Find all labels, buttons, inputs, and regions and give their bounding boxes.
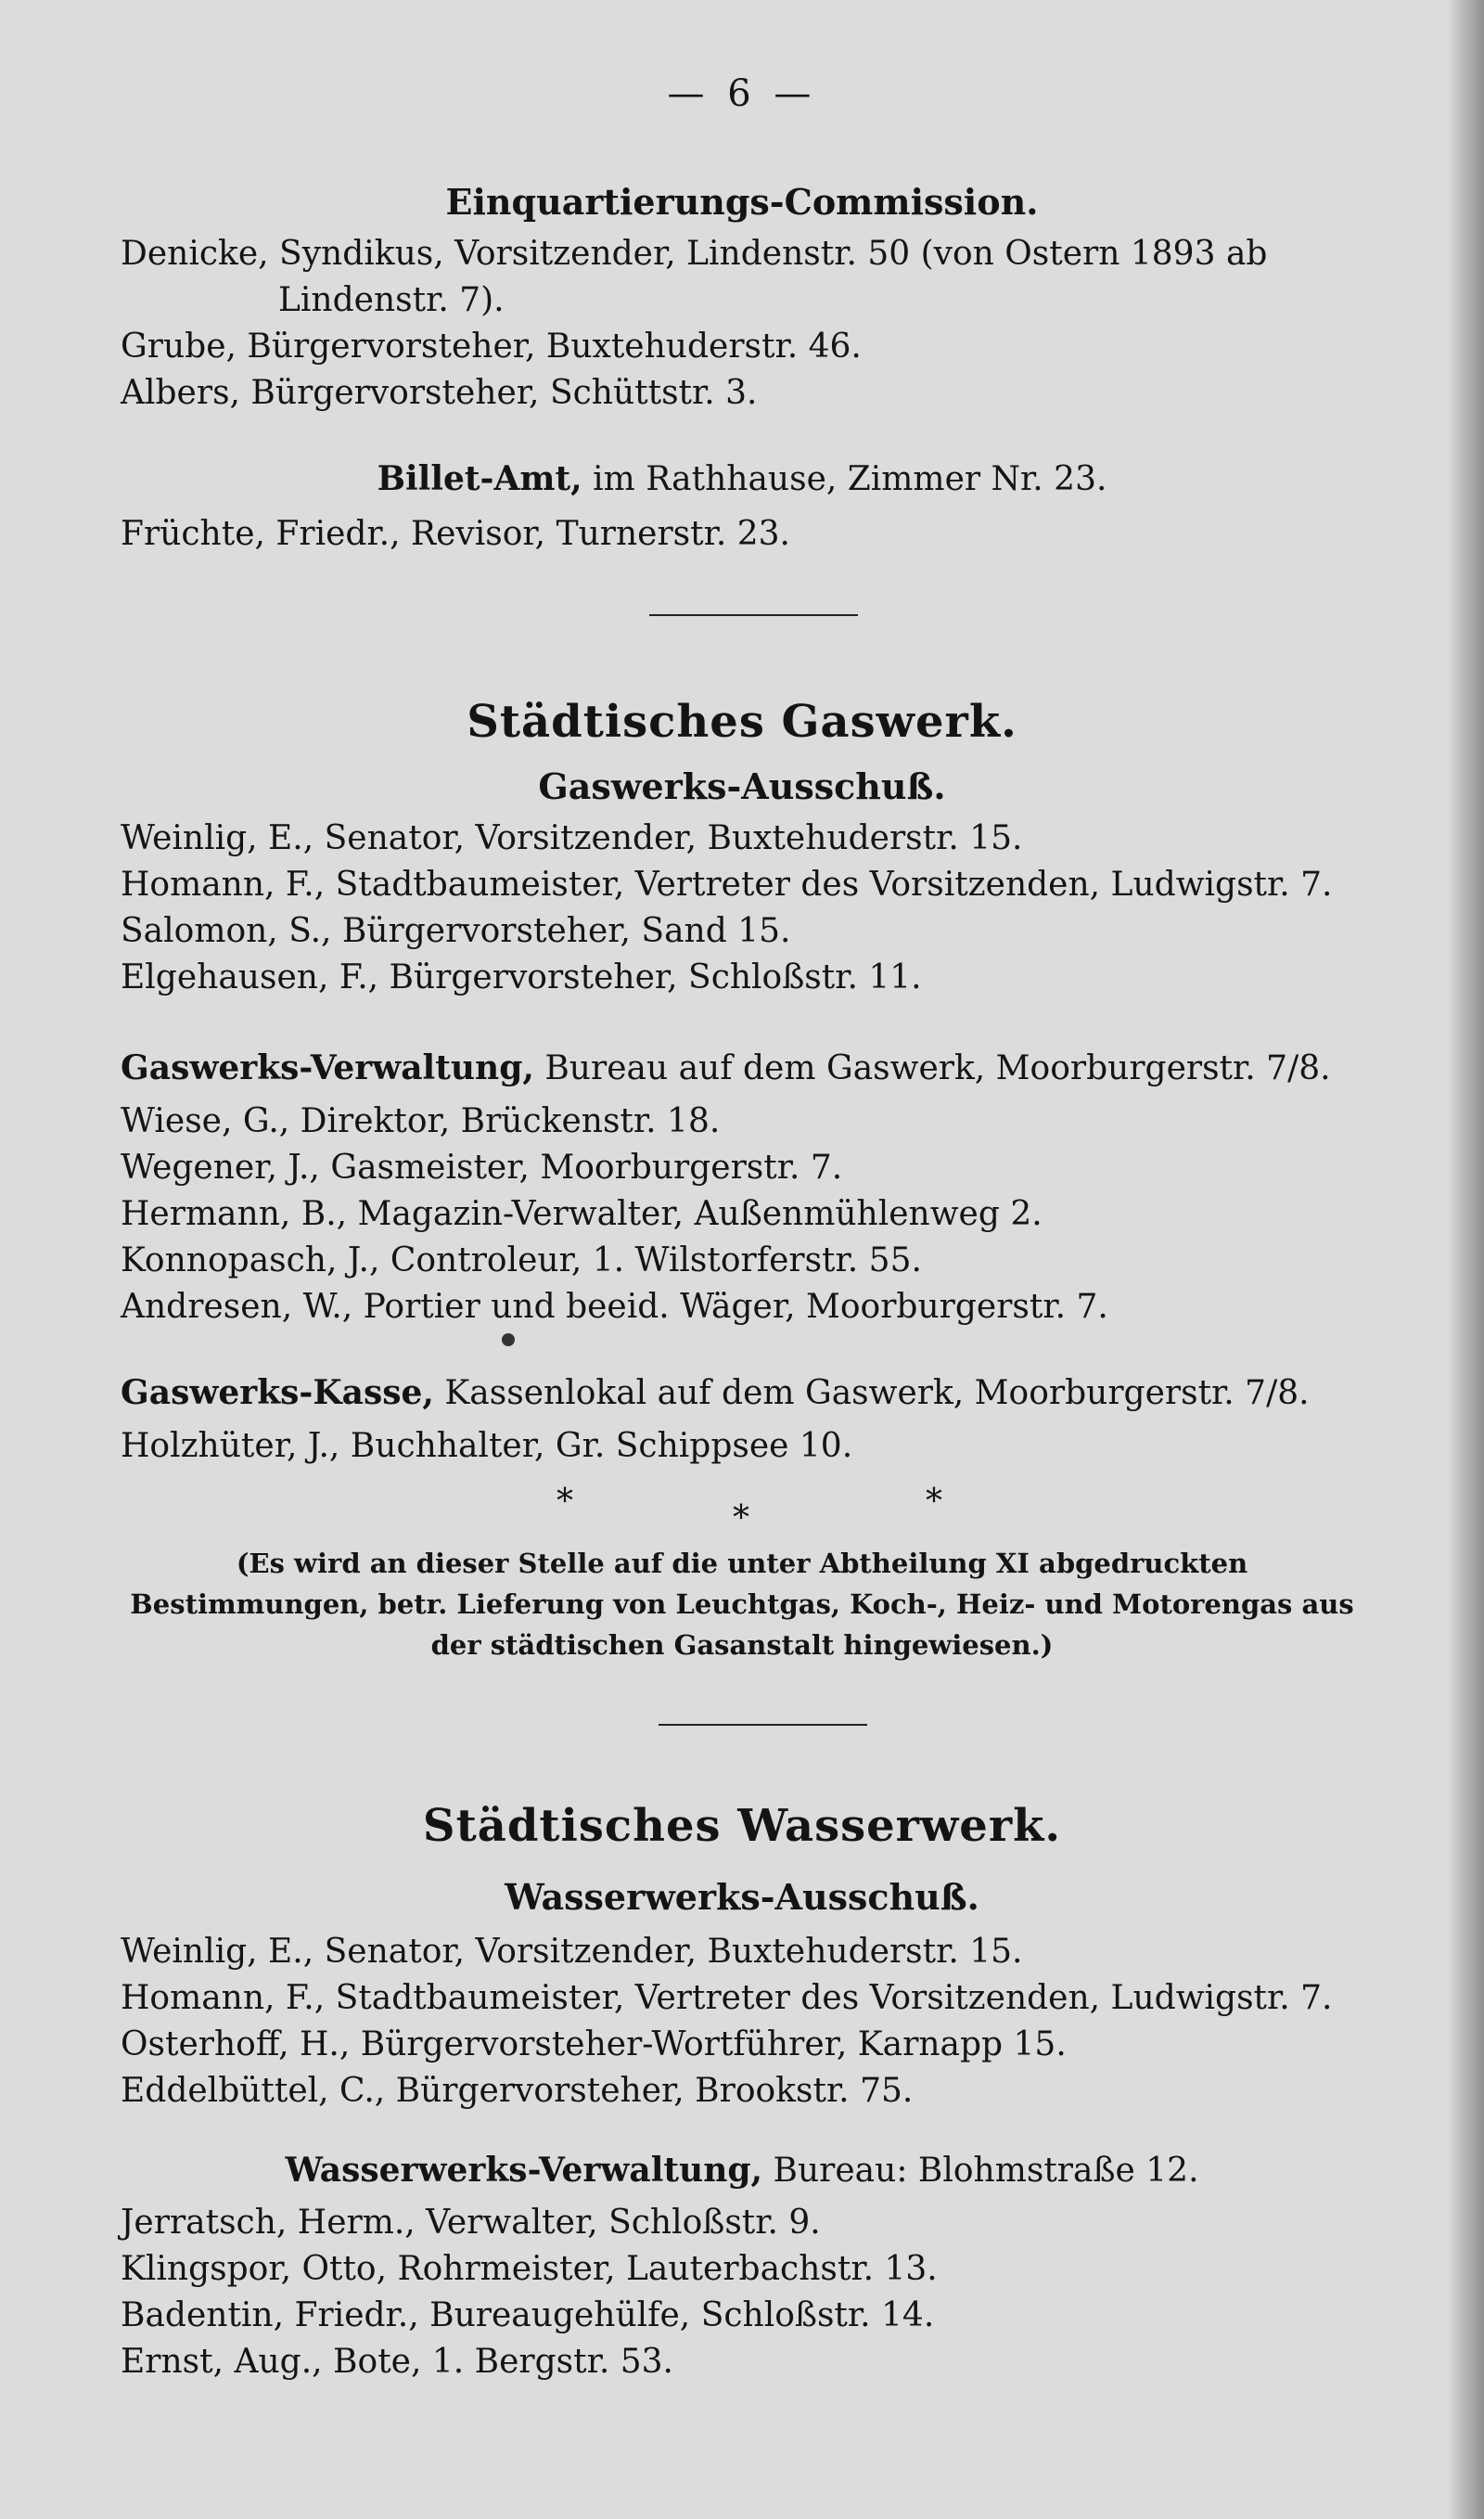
entry-line: Holzhüter, J., Buchhalter, Gr. Schippsee 10. — [121, 1427, 853, 1465]
section-title-billet-amt: Billet-Amt, — [377, 459, 582, 498]
divider — [649, 614, 858, 616]
entry-line: Denicke, Syndikus, Vorsitzender, Lindenstr. 50 (von Ostern 1893 ab — [121, 235, 1268, 273]
asterisk: * — [556, 1483, 573, 1521]
entry-line: Ernst, Aug., Bote, 1. Bergstr. 53. — [121, 2343, 673, 2381]
divider — [659, 1724, 867, 1726]
entry-line: Andresen, W., Portier und beeid. Wäger, Moorburgerstr. 7. — [121, 1288, 1108, 1326]
entry-line: Albers, Bürgervorsteher, Schüttstr. 3. — [121, 374, 758, 412]
entry-line: Homann, F., Stadtbaumeister, Vertreter des Vorsitzenden, Ludwigstr. 7. — [121, 866, 1333, 904]
subsection-gaswerks-verwaltung — [121, 1048, 1331, 1087]
subsection-title-gaswerks-kasse: Gaswerks-Kasse, — [121, 1373, 434, 1412]
subsection-title-gaswerks-verwaltung: Gaswerks-Verwaltung, — [121, 1048, 534, 1087]
section-billet-amt — [0, 459, 1484, 498]
entry-line: Wegener, J., Gasmeister, Moorburgerstr. 7. — [121, 1149, 843, 1187]
asterism — [0, 1483, 1484, 1537]
section-title-gaswerk: Städtisches Gaswerk. — [467, 696, 1017, 748]
note-line: der städtischen Gasanstalt hingewiesen.) — [430, 1629, 1054, 1661]
subsection-address: Bureau: Blohmstraße 12. — [762, 2152, 1199, 2190]
entry-line: Konnopasch, J., Controleur, 1. Wilstorferstr. 55. — [121, 1241, 922, 1279]
subsection-title-gaswerks-ausschuss: Gaswerks-Ausschuß. — [538, 765, 946, 807]
section-title-einquartierung: Einquartierungs-Commission. — [445, 181, 1039, 223]
section-subtitle: im Rathhause, Zimmer Nr. 23. — [582, 460, 1107, 498]
entry-line: Klingspor, Otto, Rohrmeister, Lauterbachstr. 13. — [121, 2250, 938, 2288]
entry-line: Hermann, B., Magazin-Verwalter, Außenmühlenweg 2. — [121, 1195, 1043, 1233]
entry-line: Salomon, S., Bürgervorsteher, Sand 15. — [121, 912, 791, 950]
page-number: — 6 — — [667, 72, 817, 115]
subsection-title-wasserwerks-ausschuss: Wasserwerks-Ausschuß. — [505, 1876, 979, 1918]
entry-line: Weinlig, E., Senator, Vorsitzender, Buxtehuderstr. 15. — [121, 819, 1023, 857]
note-line: (Es wird an dieser Stelle auf die unter Abtheilung XI abgedruckten — [236, 1548, 1248, 1579]
subsection-address: Kassenlokal auf dem Gaswerk, Moorburgerstr. 7/8. — [433, 1374, 1310, 1412]
entry-line: Früchte, Friedr., Revisor, Turnerstr. 23. — [121, 515, 791, 553]
subsection-wasserwerks-verwaltung — [0, 2151, 1484, 2190]
note-line: Bestimmungen, betr. Lieferung von Leuchtgas, Koch-, Heiz- und Motorengas aus — [130, 1588, 1354, 1620]
section-title-wasserwerk: Städtisches Wasserwerk. — [422, 1800, 1062, 1852]
subsection-gaswerks-kasse — [121, 1373, 1310, 1412]
asterisk: * — [926, 1483, 942, 1521]
subsection-address: Bureau auf dem Gaswerk, Moorburgerstr. 7/8. — [533, 1049, 1331, 1087]
entry-line: Elgehausen, F., Bürgervorsteher, Schloßstr. 11. — [121, 958, 922, 996]
asterisk: * — [733, 1499, 749, 1537]
entry-line: Osterhoff, H., Bürgervorsteher-Wortführer, Karnapp 15. — [121, 2025, 1067, 2063]
entry-line: Grube, Bürgervorsteher, Buxtehuderstr. 46. — [121, 328, 862, 366]
entry-line: Lindenstr. 7). — [278, 281, 505, 319]
entry-line: Homann, F., Stadtbaumeister, Vertreter des Vorsitzenden, Ludwigstr. 7. — [121, 1979, 1333, 2017]
entry-line: Badentin, Friedr., Bureaugehülfe, Schloßstr. 14. — [121, 2296, 935, 2334]
entry-line: Wiese, G., Direktor, Brückenstr. 18. — [121, 1102, 721, 1140]
ink-blot — [502, 1333, 515, 1346]
subsection-title-wasserwerks-verwaltung: Wasserwerks-Verwaltung, — [285, 2151, 763, 2190]
entry-line: Weinlig, E., Senator, Vorsitzender, Buxtehuderstr. 15. — [121, 1933, 1023, 1971]
entry-line: Jerratsch, Herm., Verwalter, Schloßstr. 9. — [121, 2204, 821, 2242]
entry-line: Eddelbüttel, C., Bürgervorsteher, Brookstr. 75. — [121, 2072, 914, 2110]
